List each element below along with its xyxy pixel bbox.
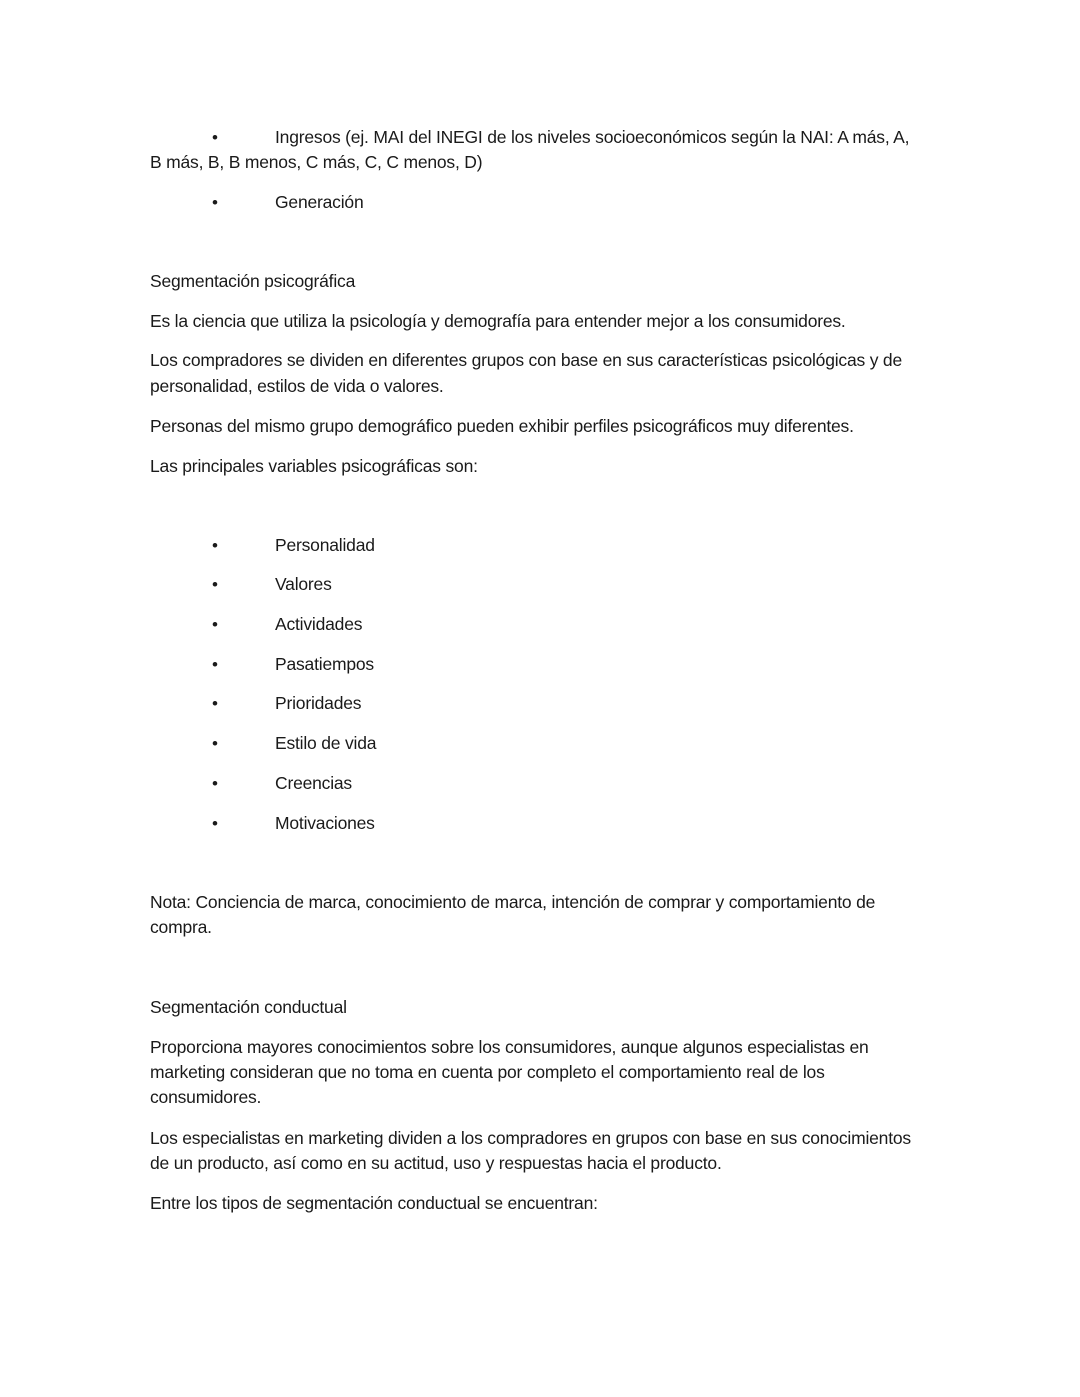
bullet-icon: • (212, 774, 218, 793)
bullet-icon: • (212, 734, 218, 753)
bullet-icon: • (212, 575, 218, 594)
list-item-ingresos: Ingresos (ej. MAI del INEGI de los niveles socioeconómicos según la NAI: A más, A, (275, 127, 910, 147)
paragraph: Las principales variables psicográficas son: (150, 456, 478, 476)
note-text: compra. (150, 917, 212, 937)
list-item: Valores (275, 574, 332, 594)
paragraph: consumidores. (150, 1087, 262, 1107)
list-item-ingresos-cont: B más, B, B menos, C más, C, C menos, D) (150, 152, 483, 172)
section-heading-conductual: Segmentación conductual (150, 997, 347, 1017)
list-item: Estilo de vida (275, 733, 377, 753)
bullet-icon: • (212, 814, 218, 833)
list-item: Prioridades (275, 693, 362, 713)
paragraph: Proporciona mayores conocimientos sobre los consumidores, aunque algunos especialistas en (150, 1037, 869, 1057)
list-item: Motivaciones (275, 813, 375, 833)
paragraph: de un producto, así como en su actitud, uso y respuestas hacia el producto. (150, 1153, 722, 1173)
bullet-icon: • (212, 193, 218, 212)
paragraph: Los compradores se dividen en diferentes grupos con base en sus características psicológicas y de (150, 350, 902, 370)
paragraph: Los especialistas en marketing dividen a los compradores en grupos con base en sus conocimientos (150, 1128, 911, 1148)
list-item: Actividades (275, 614, 363, 634)
bullet-icon: • (212, 655, 218, 674)
list-item: Pasatiempos (275, 654, 374, 674)
list-item: Creencias (275, 773, 352, 793)
section-heading-psicografica: Segmentación psicográfica (150, 271, 356, 291)
paragraph: Personas del mismo grupo demográfico pueden exhibir perfiles psicográficos muy diferentes. (150, 416, 854, 436)
paragraph: Es la ciencia que utiliza la psicología y demografía para entender mejor a los consumidores. (150, 311, 846, 331)
note-text: Nota: Conciencia de marca, conocimiento de marca, intención de comprar y comportamiento de (150, 892, 876, 912)
bullet-icon: • (212, 128, 218, 147)
bullet-icon: • (212, 615, 218, 634)
paragraph: Entre los tipos de segmentación conductual se encuentran: (150, 1193, 598, 1213)
list-item: Personalidad (275, 535, 375, 555)
list-item-generacion: Generación (275, 192, 364, 212)
bullet-icon: • (212, 694, 218, 713)
bullet-icon: • (212, 536, 218, 555)
paragraph: personalidad, estilos de vida o valores. (150, 376, 444, 396)
paragraph: marketing consideran que no toma en cuenta por completo el comportamiento real de los (150, 1062, 825, 1082)
